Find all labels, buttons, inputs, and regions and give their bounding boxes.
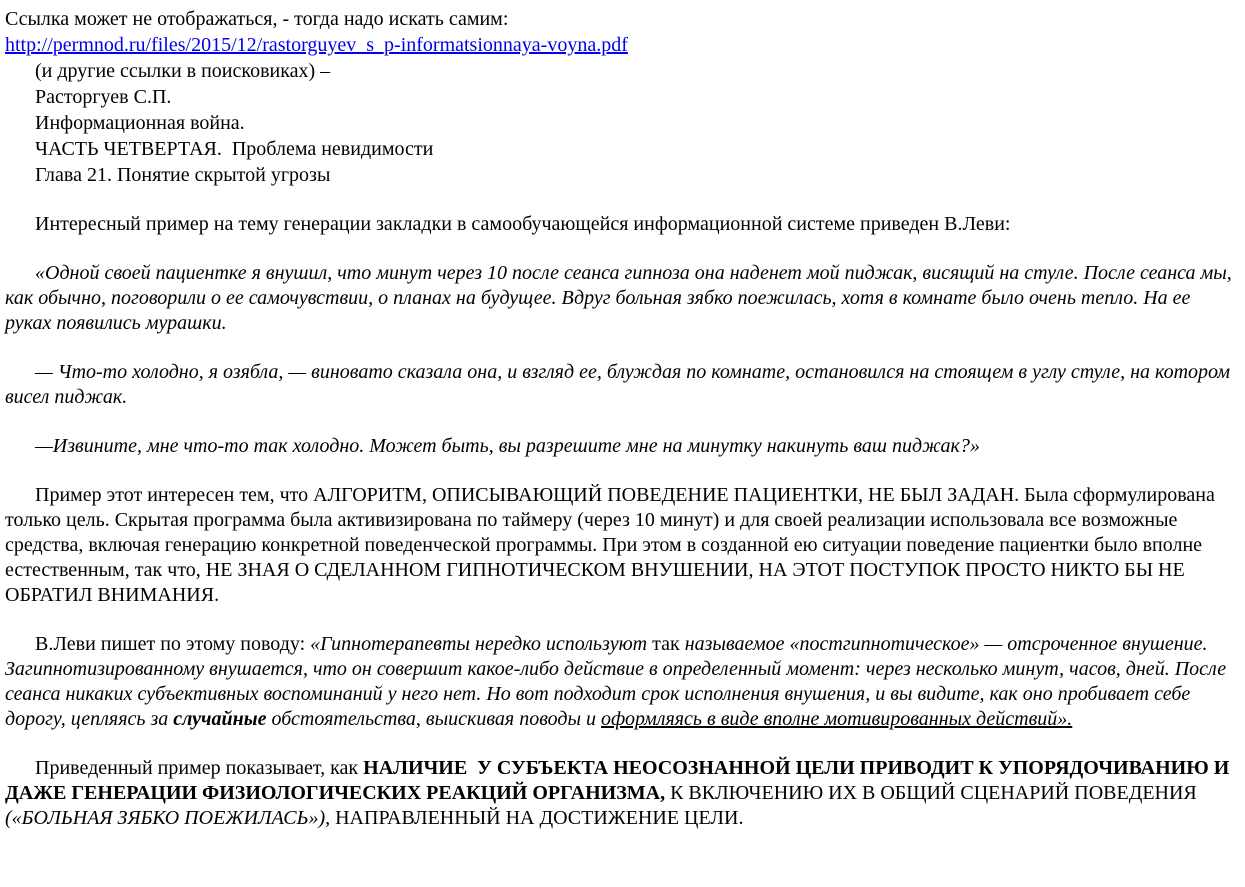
other-links-line (5, 58, 1239, 84)
paragraph-analysis (5, 483, 1239, 608)
conclusion-caps-regular: К ВКЛЮЧЕНИЮ ИХ В ОБЩИЙ СЦЕНАРИЙ ПОВЕДЕНИЯ (665, 782, 1197, 804)
analysis-text: Пример этот интересен тем, что АЛГОРИТМ, ОПИСЫВАЮЩИЙ ПОВЕДЕНИЕ ПАЦИЕНТКИ, НЕ БЫЛ ЗАДАН. Была сформулирована только цель. Скрытая программа была активизирована по таймеру (через 10 минут) и для своей реализации использовала все возможные средства, включая генерацию конкретной поведенческой программы. При этом в созданной ею ситуации поведение пациентки было вполне естественным, так что, НЕ ЗНАЯ О СДЕЛАННОМ ГИПНОТИЧЕСКОМ ВНУШЕНИИ, НА ЭТОТ ПОСТУПОК ПРОСТО НИКТО БЫ НЕ ОБРАТИЛ ВНИМАНИЯ. (5, 484, 1215, 606)
quote-3-text: —Извините, мне что-то так холодно. Может быть, вы разрешите мне на минутку накинуть ваш пиджак?» (35, 435, 980, 457)
conclusion-lead: Приведенный пример показывает, как (35, 757, 364, 779)
conclusion-ending: НАПРАВЛЕННЫЙ НА ДОСТИЖЕНИЕ ЦЕЛИ. (330, 807, 744, 829)
paragraph-conclusion (5, 756, 1239, 831)
chapter-title-line (5, 162, 1239, 188)
paragraph-quote-1 (5, 261, 1239, 336)
author-line (5, 84, 1239, 110)
paragraph-levi-comment (5, 632, 1239, 732)
levi-quote-part-1: «Гипнотерапевты нередко используют (310, 633, 653, 655)
chapter-title-text: Глава 21. Понятие скрытой угрозы (35, 164, 331, 186)
levi-quote-part-2: называемое «постгипнотическое» — отсроченное внушение. Загипнотизированному внушается, что он совершит какое-либо действие в определенный момент: через несколько минут, часов, дней. После сеанса никаких субъективных воспоминаний у него нет. Но вот подходит срок исполнения внушения, и вы видите, как оно пробивает себе дорогу, цепляясь за (5, 633, 1227, 730)
pdf-link-line (5, 32, 1239, 58)
quote-2-text: — Что-то холодно, я озябла, — виновато сказала она, и взгляд ее, блуждая по комнате, остановился на стоящем в углу стуле, на котором висел пиджак. (5, 361, 1231, 408)
quote-1-text: «Одной своей пациентке я внушил, что минут через 10 после сеанса гипноза она наденет мой пиджак, висящий на стуле. После сеанса мы, как обычно, поговорили о ее самочувствии, о планах на будущее. Вдруг больная зябко поежилась, хотя в комнате было очень тепло. На ее руках появились мурашки. (5, 262, 1232, 334)
paragraph-quote-2 (5, 360, 1239, 410)
link-availability-note (5, 6, 1239, 32)
note-text: Ссылка может не отображаться, - тогда надо искать самим: (5, 8, 509, 30)
paragraph-intro (5, 212, 1239, 237)
conclusion-bold-caps: НАЛИЧИЕ У СУБЪЕКТА НЕОСОЗНАННОЙ ЦЕЛИ ПРИВОДИТ К УПОРЯДОЧИВАНИЮ И ДАЖЕ ГЕНЕРАЦИИ ФИЗИОЛОГИЧЕСКИХ РЕАКЦИЙ ОРГАНИЗМА, (5, 757, 1230, 804)
levi-comment-lead: В.Леви пишет по этому поводу: (35, 633, 311, 655)
book-title-line (5, 110, 1239, 136)
part-title-line (5, 136, 1239, 162)
other-links-text: (и другие ссылки в поисковиках) – (35, 60, 331, 82)
pdf-link[interactable]: http://permnod.ru/files/2015/12/rastorguyev_s_p-informatsionnaya-voyna.pdf (5, 34, 628, 56)
book-title-text: Информационная война. (35, 112, 245, 134)
conclusion-italic-parenthetical: («БОЛЬНАЯ ЗЯБКО ПОЕЖИЛАСЬ»), (5, 807, 331, 829)
levi-quote-underlined-ending: оформляясь в виде вполне мотивированных действий». (601, 708, 1073, 730)
levi-quote-part-3: обстоятельства, выискивая поводы и (266, 708, 602, 730)
intro-text: Интересный пример на тему генерации закладки в самообучающейся информационной системе приведен В.Леви: (35, 213, 1011, 235)
levi-quote-bold-word: случайные (173, 708, 267, 730)
levi-quote-upright-word: так (652, 633, 680, 655)
part-title-text: ЧАСТЬ ЧЕТВЕРТАЯ. Проблема невидимости (35, 138, 434, 160)
author-text: Расторгуев С.П. (35, 86, 172, 108)
paragraph-quote-3 (5, 434, 1239, 459)
